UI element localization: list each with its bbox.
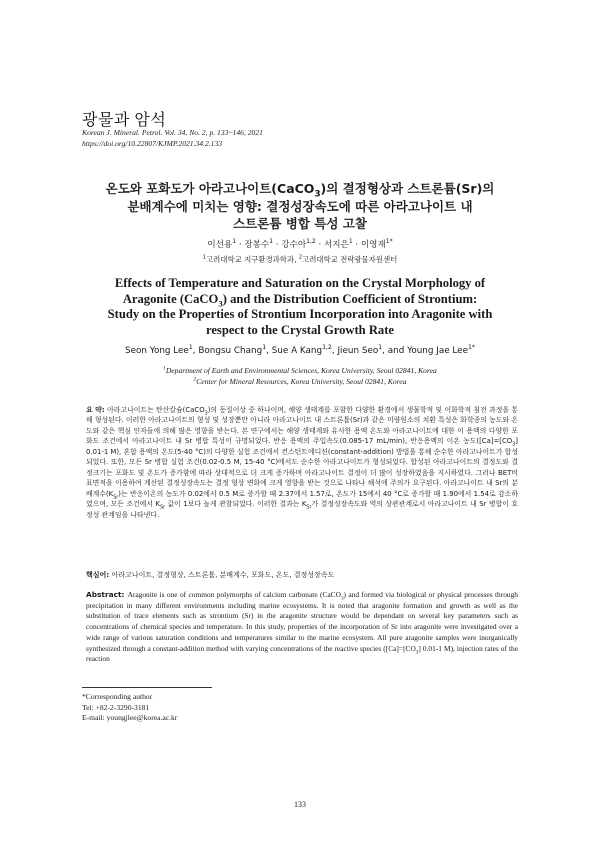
english-affiliation-1: $^1$Department of Earth and Environmental Sciences, Korea University, Seoul 02841, Korea [163,365,437,375]
english-title-line-1: Effects of Temperature and Saturation on the Crystal Morphology of [114,276,486,290]
english-title-line-3: Study on the Properties of Strontium Incorporation into Aragonite with [107,307,493,322]
english-title [62,276,538,338]
doi-link[interactable]: https://doi.org/10.22807/KJMP.2021.34.2.133 [82,139,223,148]
korean-title-line-1: 온도와 포화도가 아라고나이트(CaCO$_3$)의 결정형상과 스트론튬(Sr)의 [105,181,495,200]
footnote-divider [82,687,212,688]
journal-name: 광물과 암석 [82,112,167,129]
korean-title [70,180,530,233]
english-title-line-2: Aragonite (CaCO$_3$) and the Distribution Coefficient of Strontium: [122,291,478,309]
korean-title-line-2: 분배계수에 미치는 영향: 결정성장속도에 따른 아라고나이트 내 [127,198,473,214]
korean-abstract: 요 약: 아라고나이트는 탄산칼슘(CaCO$_3$)의 동질이상 중 하나이며, 해양 생태계를 포함한 다양한 환경에서 생물학적 및 이화학적 침전 과정을 통해 형성된다. 이러한 아라고나이트의 형성 및 성장뿐만 아니라 아라고나이트 내 스트론튬(Sr)과 같은 미량원소의 치환 특성은 화학종의 농도와 온도와 같은 핵심 인자들에 의해 많은 영향을 받는다. 본 연구에서는 해양 생태계와 유사한 용액 온도와 아라고나이트에 대한 이 용액의 다양한 포화도 조건에서 아라고나이트 내 Sr 병합 특성이 규명되었다. 반응 용액의 주입속도(0.085-17 mL/min), 반응용액의 이온 농도($[Ca]=[CO_3]$ 0.01-1 M), 혼합 용액의 온도(5-40 °C)의 다양한 실험 조건에서 컨스턴트에디션(constant-addition) 방법을 통해 순수한 아라고나이트가 합성되었다. 또한, 모든 Sr 병합 실험 조건(0.02-0.5 M, 15-40 °C)에서도 순수한 아라고나이트가 형성되었다. 합성된 아라고나이트의 결정도와 결정크기는 포화도 및 온도가 증가함에 따라 상대적으로 더 크게 증가하며 아라고나이트 결정이 더 많이 성장하였음을 지시하였다. 그러나 BET비표면적을 이용하여 계산된 결정성장속도는 결정 형상 변화에 크게 영향을 받는 것으로 나타나 해석에 주의가 요구된다. 아라고나이트 내 Sr의 분배계수$(K_{Sr})$는 반응이온의 농도가 0.02에서 0.5 M로 증가할 때 2.37에서 1.57로, 온도가 15에서 40 °C로 증가할 때 1.90에서 1.54로 감소하였으며, 모든 조건에서 $K_{Sr}$ 값이 1보다 높게 관찰되었다. 이러한 결과는 $K_{Sr}$가 결정성장속도와 역의 상관관계로서 아라고나이트 내 Sr 병합이 호정성 관계임을 나타낸다. [86,406,518,519]
korean-keywords: 핵심어: 아라고나이트, 결정형상, 스트론튬, 분배계수, 포화도, 온도, 결정성장속도 [86,571,335,579]
english-authors: Seon Yong Lee$^1$, Bongsu Chang$^1$, Sue A Kang$^{1,2}$, Jieun Seo$^1$, and Young Jae Lee$^{1*}$ [124,344,475,356]
citation-line: Korean J. Mineral. Petrol. Vol. 34, No. 2, p. 133~146, 2021 [82,128,263,137]
corresponding-author-footnote [82,692,177,724]
footnote-email[interactable]: E-mail: youngjlee@korea.ac.kr [82,713,178,723]
english-affiliations [0,365,600,387]
english-title-line-4: respect to the Crystal Growth Rate [205,322,395,337]
english-affiliation-2: $^2$Center for Mineral Resources, Korea University, Seoul 02841, Korea [193,376,407,386]
page-number: 133 [294,800,306,809]
footnote-line-2: Tel: +82-2-3290-3181 [82,702,150,712]
footnote-line-1: *Corresponding author [82,692,153,701]
korean-authors: 이선용$^1$ · 장봉수$^1$ · 강수아$^{1,2}$ · 서지은$^1$ · 이영재$^{1*}$ [207,238,393,250]
korean-affiliations: $^1$고려대학교 지구환경과학과, $^2$고려대학교 전략광물자원센터 [202,254,398,264]
citation-block [82,127,263,149]
korean-title-line-3: 스트론튬 병합 특성 고찰 [233,216,367,231]
english-abstract: Abstract: Aragonite is one of common polymorphs of calcium carbonate (CaCO$_3$) and formed via biological or physical processes through precipitation in many different environments including marine ecosystems. It is noted that aragonite formation and growth as well as the substitution of trace elements such as strontium (Sr) in the aragonite structure would be dependant on several key parameters such as concentrations of chemical species and temperature. In this study, properties of the incorporation of Sr into aragonite were investigated over a wide range of various saturation conditions and temperatures similar to the marine ecosystem. All pure aragonite samples were inorganically synthesized through a constant-addition method with varying concentrations of the reactive species ($[Ca]=[CO_3]$ 0.01-1 M), injection rates of the reaction [86,590,518,664]
